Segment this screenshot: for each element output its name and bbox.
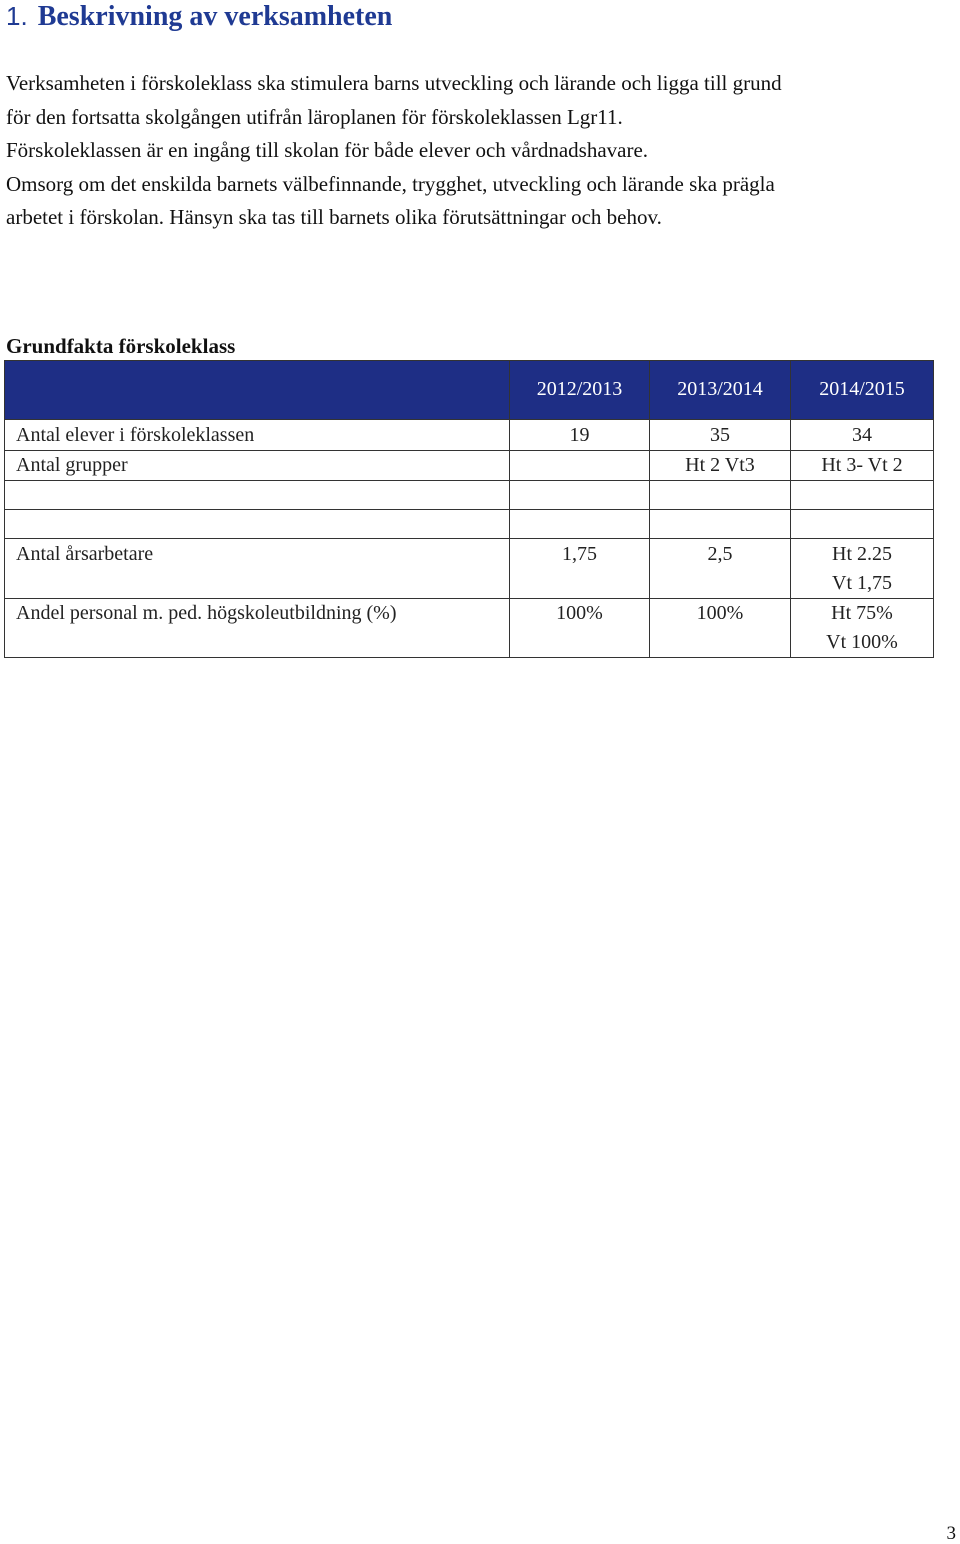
- row-value: [650, 481, 791, 510]
- row-label: Andel personal m. ped. högskoleutbildning (%): [5, 599, 510, 658]
- table-row: [5, 451, 934, 481]
- row-label: Antal årsarbetare: [5, 539, 510, 599]
- row-value: 34: [791, 420, 934, 451]
- page-number: 3: [946, 1523, 956, 1544]
- row-value: [791, 481, 934, 510]
- row-label: Antal grupper: [5, 451, 510, 481]
- row-value: 19: [510, 420, 650, 451]
- table-row: [5, 420, 934, 451]
- table-row: [5, 539, 934, 599]
- row-value: [510, 510, 650, 539]
- intro-line: Förskoleklassen är en ingång till skolan för både elever och vårdnadshavare.: [6, 138, 649, 162]
- row-value: 2,5: [650, 539, 791, 599]
- row-value: 100%: [510, 599, 650, 658]
- header-cell-year: 2012/2013: [510, 361, 650, 420]
- row-value-multiline: [791, 599, 934, 658]
- intro-paragraph: [6, 67, 956, 235]
- grundfakta-table: [4, 360, 934, 658]
- table-row-empty: [5, 510, 934, 539]
- table-header-row: [5, 361, 934, 420]
- row-label: Antal elever i förskoleklassen: [5, 420, 510, 451]
- table-row-empty: [5, 481, 934, 510]
- row-value: [510, 451, 650, 481]
- section-number: 1.: [6, 1, 28, 31]
- table-row: [5, 599, 934, 658]
- row-value: [791, 510, 934, 539]
- table-title: Grundfakta förskoleklass: [6, 334, 236, 358]
- header-cell-year: 2013/2014: [650, 361, 791, 420]
- row-value: 100%: [650, 599, 791, 658]
- row-value: 35: [650, 420, 791, 451]
- row-value: 1,75: [510, 539, 650, 599]
- row-label: [5, 481, 510, 510]
- row-value-line: Vt 1,75: [832, 572, 892, 594]
- row-value-line: Ht 75%: [831, 602, 893, 624]
- row-value: [650, 510, 791, 539]
- intro-line: Verksamheten i förskoleklass ska stimulera barns utveckling och lärande och ligga till grund: [6, 71, 782, 95]
- intro-line: för den fortsatta skolgången utifrån läroplanen för förskoleklassen Lgr11.: [6, 104, 623, 129]
- row-value: Ht 3- Vt 2: [791, 451, 934, 481]
- intro-line: arbetet i förskolan. Hänsyn ska tas till barnets olika förutsättningar och behov.: [6, 205, 662, 229]
- row-value-line: Ht 2.25: [832, 543, 892, 565]
- section-heading: [6, 0, 392, 33]
- section-title: Beskrivning av verksamheten: [37, 1, 393, 32]
- row-value: [510, 481, 650, 510]
- row-value-multiline: [791, 539, 934, 599]
- intro-line: Omsorg om det enskilda barnets välbefinnande, trygghet, utveckling och lärande ska prägla: [6, 171, 775, 196]
- row-label: [5, 510, 510, 539]
- row-value-line: Vt 100%: [826, 631, 898, 653]
- header-cell-year: 2014/2015: [791, 361, 934, 420]
- header-cell-label: [5, 361, 510, 420]
- row-value: Ht 2 Vt3: [650, 451, 791, 481]
